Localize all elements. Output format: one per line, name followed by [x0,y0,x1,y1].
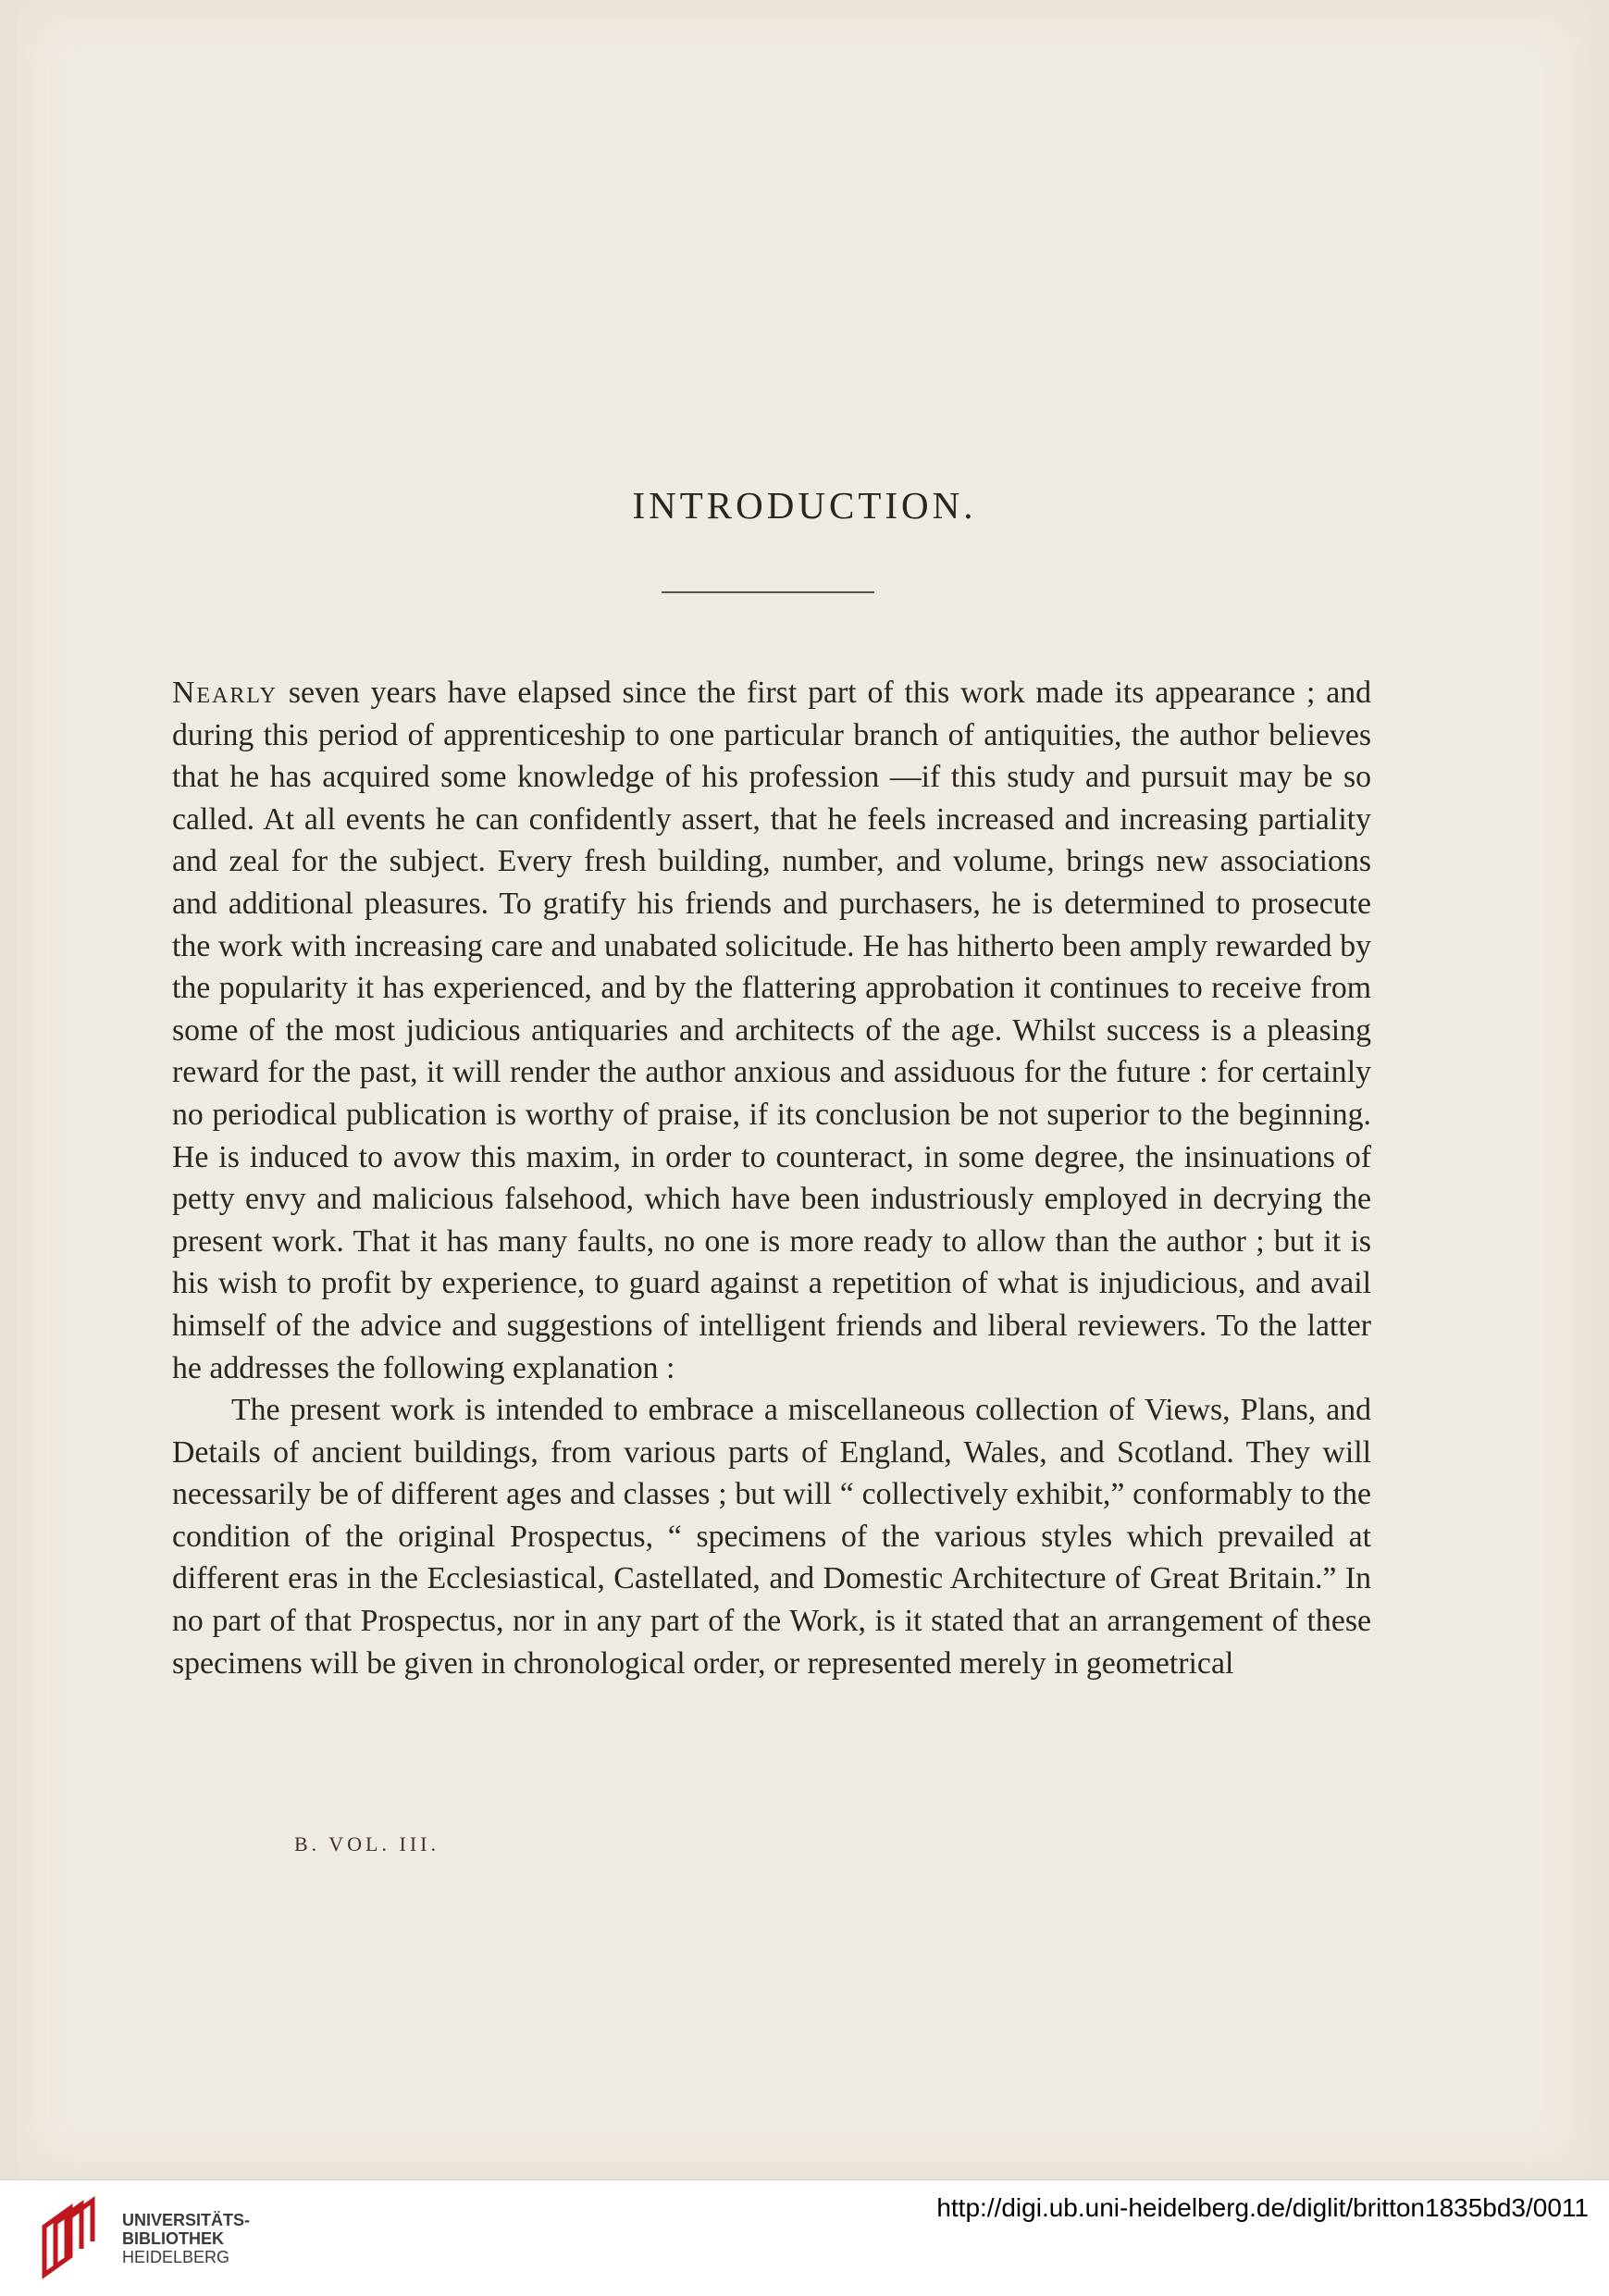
paragraph-2: The present work is intended to embrace a miscellaneous collection of Views, Plans, and Details of ancient buildings, from various parts of England, Wales, and Scotland. They will necessarily be of different ages and classes ; but will “ collectively exhibit,” conformably to the condition of the original Prospectus, “ specimens of the various styles which prevailed at different eras in the Ecclesiastical, Castellated, and Domestic Architecture of Great Britain.” In no part of that Prospectus, nor in any part of the Work, is it stated that an arrangement of these specimens will be given in chronological order, or represented merely in geometrical [172,1393,1371,1681]
library-name-line-2: BIBLIOTHEK [122,2229,224,2248]
body-text [172,672,1371,1684]
title-rule [662,591,874,593]
paragraph-1-text: seven years have elapsed since the first part of this work made its appearance ; and during this period of apprenticeship to one particular branch of antiquities, the author believes that he has acquired some knowledge of his profession —if this study and pursuit may be so called. At all events he can confidently assert, that he feels increased and increasing partiality and zeal for the subject. Every fresh building, number, and volume, brings new associations and additional pleasures. To gratify his friends and purchasers, he is determined to prosecute the work with increasing care and unabated solicitude. He has hitherto been amply rewarded by the popularity it has experienced, and by the flattering approbation it continues to receive from some of the most judicious antiquaries and architects of the age. Whilst success is a pleasing reward for the past, it will render the author anxious and assiduous for the future : for certainly no periodical publication is worthy of praise, if its conclusion be not superior to the beginning. He is induced to avow this maxim, in order to counteract, in some degree, the insinuations of petty envy and malicious falsehood, which have been industriously employed in decrying the present work. That it has many faults, no one is more ready to allow than the author ; but it is his wish to profit by experience, to guard against a repetition of what is injudicious, and avail himself of the advice and suggestions of intelligent friends and liberal reviewers. To the latter he addresses the following explanation : [172,676,1371,1385]
library-name-line-1: UNIVERSITÄTS- [122,2211,251,2229]
paragraph-1 [172,672,1371,1389]
lead-word: Nearly [172,676,278,710]
permalink-url[interactable]: http://digi.ub.uni-heidelberg.de/diglit/britton1835bd3/0011 [936,2193,1589,2222]
library-name [122,2211,250,2266]
page-title: INTRODUCTION. [632,484,977,527]
library-name-line-3: HEIDELBERG [122,2248,230,2266]
library-logo-icon [39,2191,107,2280]
signature-mark: B. VOL. III. [294,1832,439,1855]
